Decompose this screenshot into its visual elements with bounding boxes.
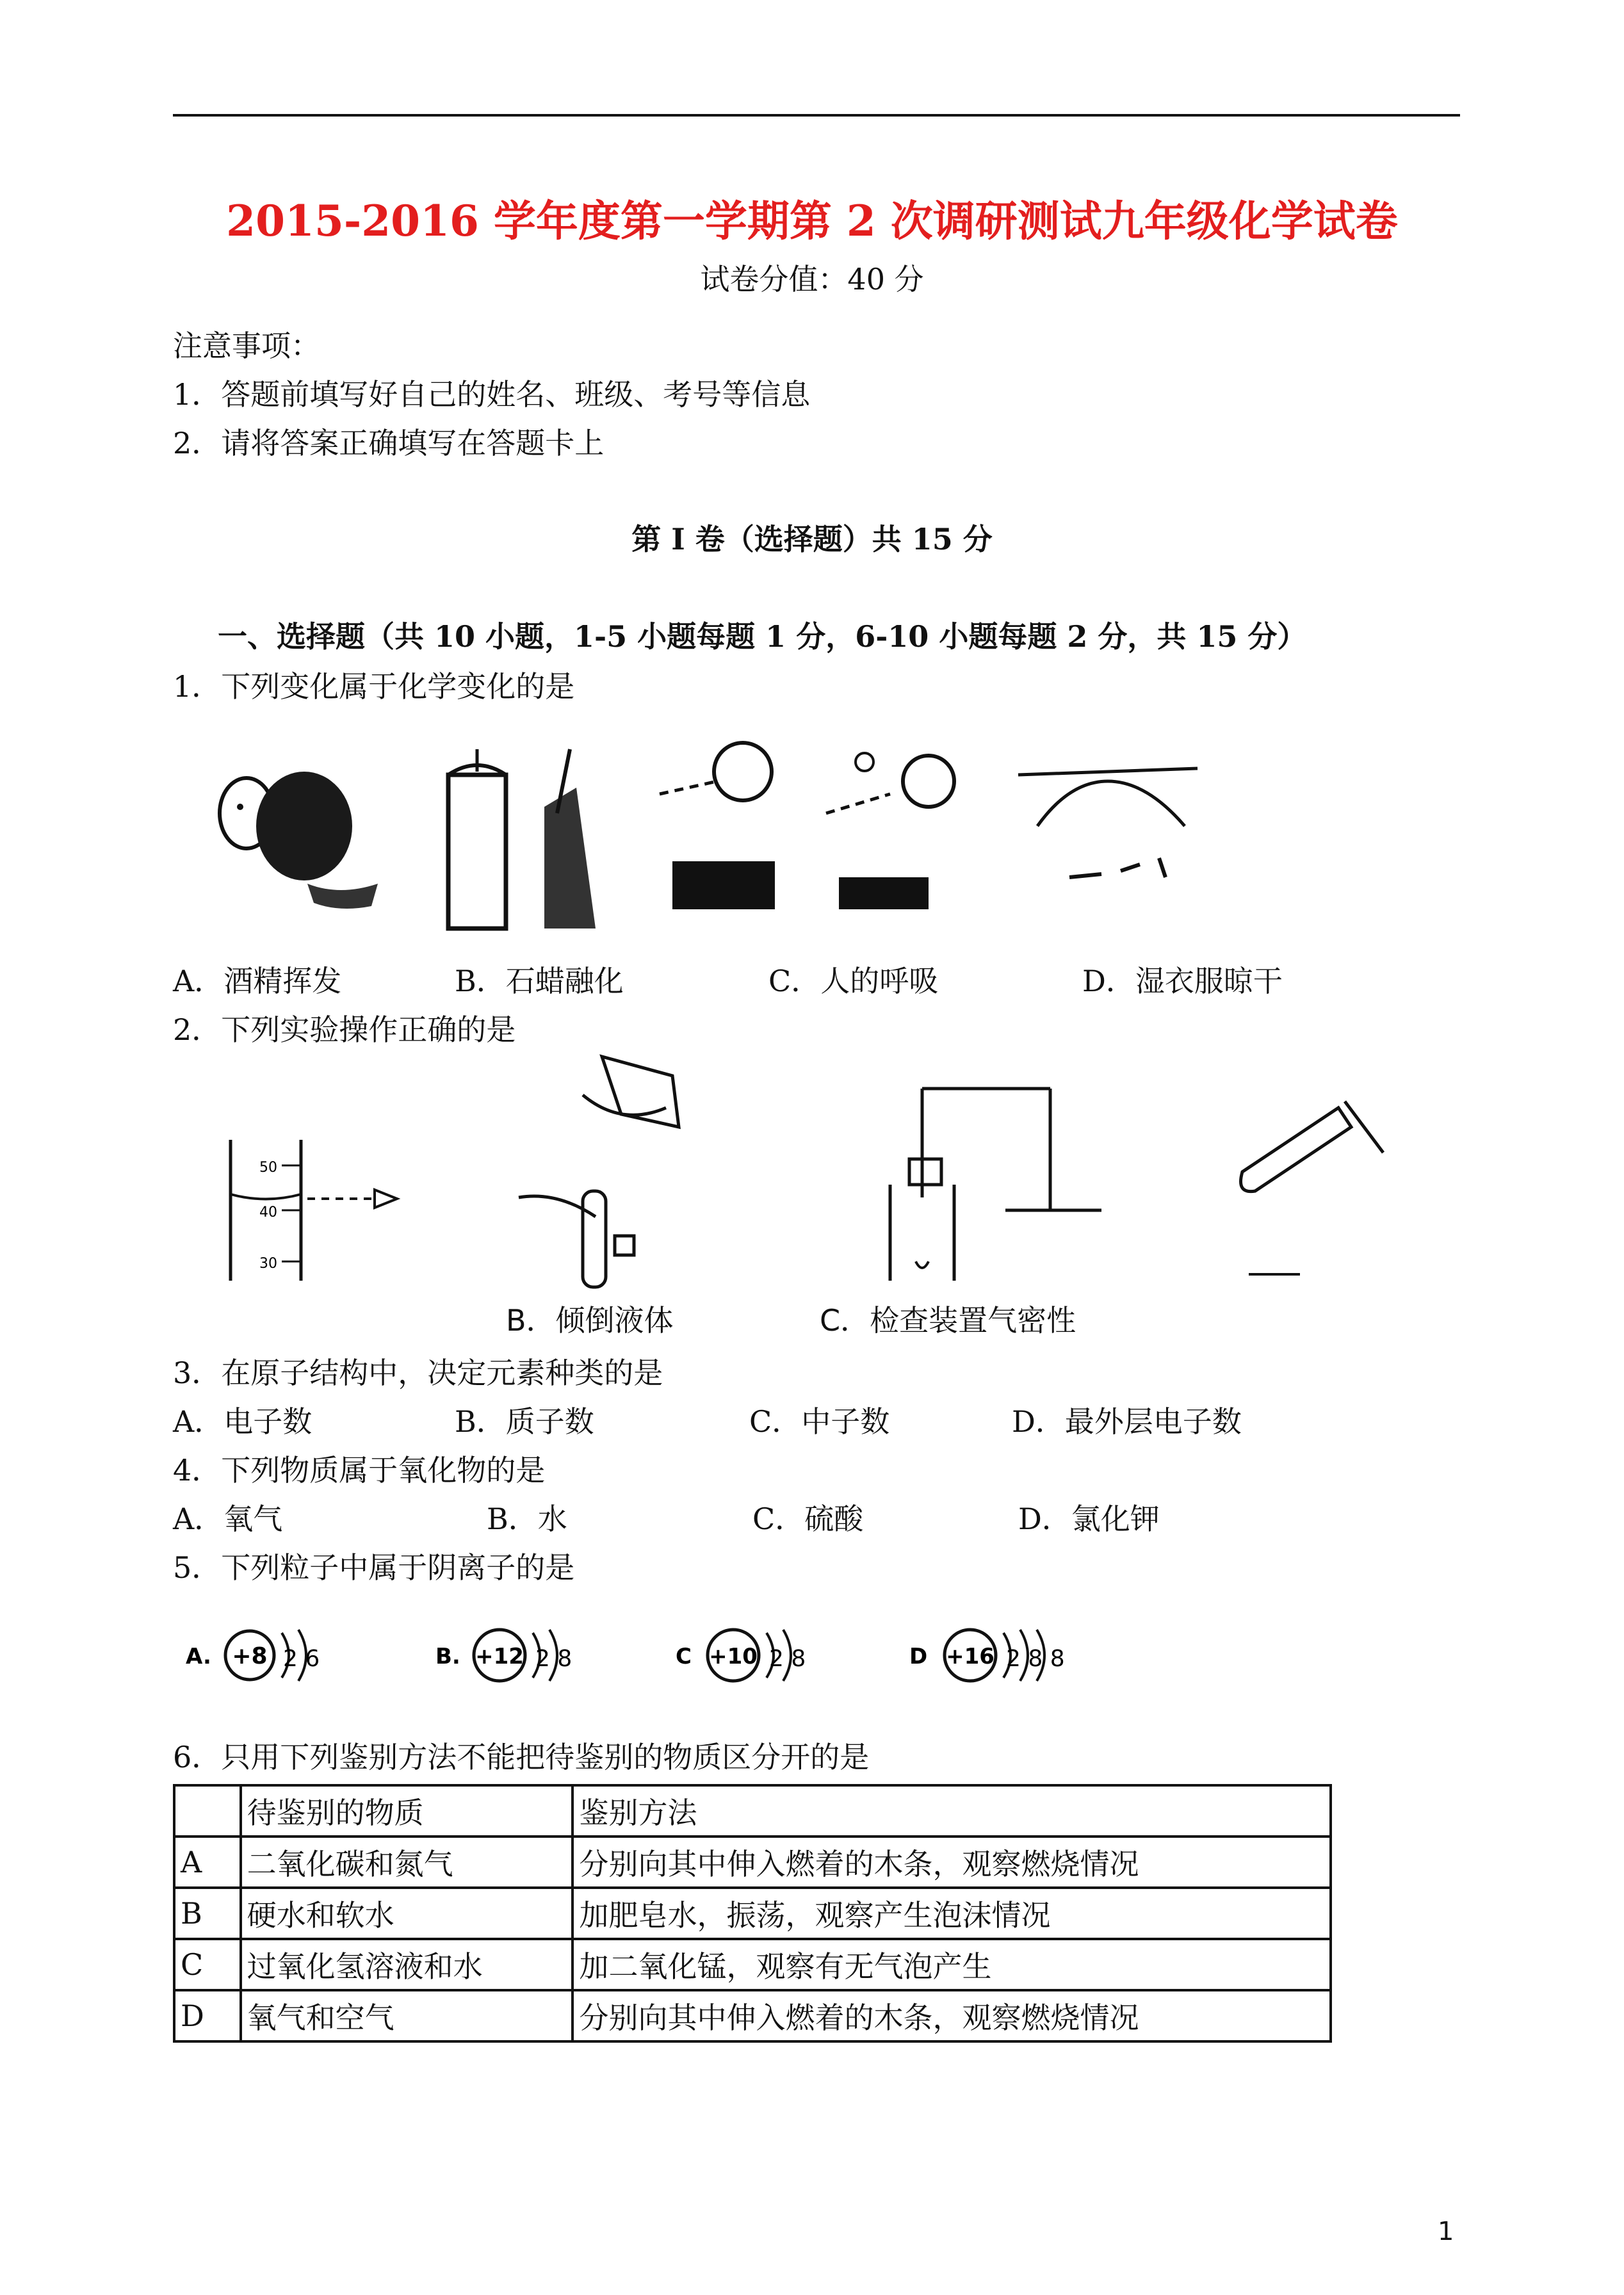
table-cell: 分别向其中伸入燃着的木条，观察燃烧情况 xyxy=(572,1990,1331,2041)
q5-particles xyxy=(186,1614,1114,1691)
particle-c-shells: 2 8 xyxy=(769,1646,806,1672)
breathing-sketch xyxy=(660,743,954,909)
particle-a-label: A. xyxy=(186,1644,211,1669)
q2-figure-label-b: B．倾倒液体 xyxy=(506,1303,674,1338)
section-heading: 一、选择题（共 10 小题，1-5 小题每题 1 分，6-10 小题每题 2 分，共 15 分） xyxy=(218,619,1307,654)
pouring-liquid-sketch xyxy=(519,1057,679,1287)
q3-option-a: A．电子数 xyxy=(173,1404,313,1439)
q4-option-b: B．水 xyxy=(487,1502,567,1536)
particle-c-label: C xyxy=(676,1644,692,1669)
table-header-cell xyxy=(174,1785,241,1837)
table-row xyxy=(174,1990,1331,2041)
table-header-cell: 待鉴别的物质 xyxy=(241,1785,573,1837)
notice-item-1: 1．答题前填写好自己的姓名、班级、考号等信息 xyxy=(173,377,811,412)
particle-d-nucleus: +16 xyxy=(946,1644,995,1669)
q5-stem: 5．下列粒子中属于阴离子的是 xyxy=(173,1550,575,1585)
q1-option-c: C．人的呼吸 xyxy=(768,964,939,998)
page-number: 1 xyxy=(1438,2217,1454,2246)
table-cell: D xyxy=(174,1990,241,2041)
table-cell: C xyxy=(174,1939,241,1990)
q2-figure xyxy=(211,1050,1396,1293)
q6-stem: 6．只用下列鉴别方法不能把待鉴别的物质区分开的是 xyxy=(173,1740,870,1774)
table-cell: 加肥皂水，振荡，观察产生泡沫情况 xyxy=(572,1888,1331,1939)
table-cell: 二氧化碳和氮气 xyxy=(241,1837,573,1888)
cylinder-tick-50: 50 xyxy=(259,1160,277,1176)
table-cell: A xyxy=(174,1837,241,1888)
table-cell: 氧气和空气 xyxy=(241,1990,573,2041)
particle-b-label: B. xyxy=(435,1644,460,1669)
table-cell: 加二氧化锰，观察有无气泡产生 xyxy=(572,1939,1331,1990)
table-cell: B xyxy=(174,1888,241,1939)
q4-option-d: D．氯化钾 xyxy=(1018,1502,1160,1536)
particle-a-shells: 2 6 xyxy=(283,1646,320,1672)
table-row xyxy=(174,1939,1331,1990)
table-header-cell: 鉴别方法 xyxy=(572,1785,1331,1837)
particle-d xyxy=(909,1630,1065,1681)
table-cell: 硬水和软水 xyxy=(241,1888,573,1939)
exam-title: 2015-2016 学年度第一学期第 2 次调研测试九年级化学试卷 xyxy=(226,196,1398,246)
notice-item-2: 2．请将答案正确填写在答题卡上 xyxy=(173,426,605,460)
table-row xyxy=(174,1888,1331,1939)
particle-a xyxy=(186,1630,320,1681)
cylinder-tick-30: 30 xyxy=(259,1256,277,1272)
q1-option-d: D．湿衣服晾干 xyxy=(1082,964,1283,998)
q1-option-a: A．酒精挥发 xyxy=(173,964,342,998)
exam-score: 试卷分值：40 分 xyxy=(700,262,924,296)
q3-option-d: D．最外层电子数 xyxy=(1012,1404,1242,1439)
q2-figure-label-c: C．检查装置气密性 xyxy=(820,1303,1076,1338)
q3-option-b: B．质子数 xyxy=(455,1404,594,1439)
q4-option-c: C．硫酸 xyxy=(752,1502,864,1536)
q1-stem: 1．下列变化属于化学变化的是 xyxy=(173,669,575,704)
part1-title: 第 I 卷（选择题）共 15 分 xyxy=(631,522,993,556)
particle-b-shells: 2 8 xyxy=(535,1646,572,1672)
airtightness-check-sketch xyxy=(890,1089,1101,1281)
cylinder-tick-40: 40 xyxy=(259,1204,277,1220)
table-cell: 分别向其中伸入燃着的木条，观察燃烧情况 xyxy=(572,1837,1331,1888)
wet-clothes-sketch xyxy=(1018,768,1198,877)
particle-d-shells: 2 8 8 xyxy=(1006,1646,1065,1672)
heating-test-tube-sketch xyxy=(1241,1101,1384,1274)
particle-d-label: D xyxy=(909,1644,928,1669)
graduated-cylinder-sketch xyxy=(231,1140,397,1281)
q3-option-c: C．中子数 xyxy=(749,1404,890,1439)
table-row xyxy=(174,1837,1331,1888)
particle-c-nucleus: +10 xyxy=(709,1644,758,1669)
table-header-row xyxy=(174,1785,1331,1837)
q2-stem: 2．下列实验操作正确的是 xyxy=(173,1012,516,1047)
candle-sketch xyxy=(448,749,596,929)
alcohol-bottle-sketch xyxy=(220,772,378,909)
particle-c xyxy=(676,1630,806,1681)
particle-b-nucleus: +12 xyxy=(475,1644,524,1669)
q4-option-a: A．氧气 xyxy=(173,1502,283,1536)
header-rule xyxy=(173,114,1460,117)
q6-table xyxy=(173,1784,1332,2043)
particle-a-nucleus: +8 xyxy=(232,1643,268,1669)
q3-stem: 3．在原子结构中，决定元素种类的是 xyxy=(173,1356,663,1390)
q1-figure xyxy=(211,736,1249,941)
notice-heading: 注意事项： xyxy=(173,328,320,363)
table-cell: 过氧化氢溶液和水 xyxy=(241,1939,573,1990)
particle-b xyxy=(435,1630,572,1681)
q1-option-b: B．石蜡融化 xyxy=(455,964,624,998)
q4-stem: 4．下列物质属于氧化物的是 xyxy=(173,1453,546,1488)
